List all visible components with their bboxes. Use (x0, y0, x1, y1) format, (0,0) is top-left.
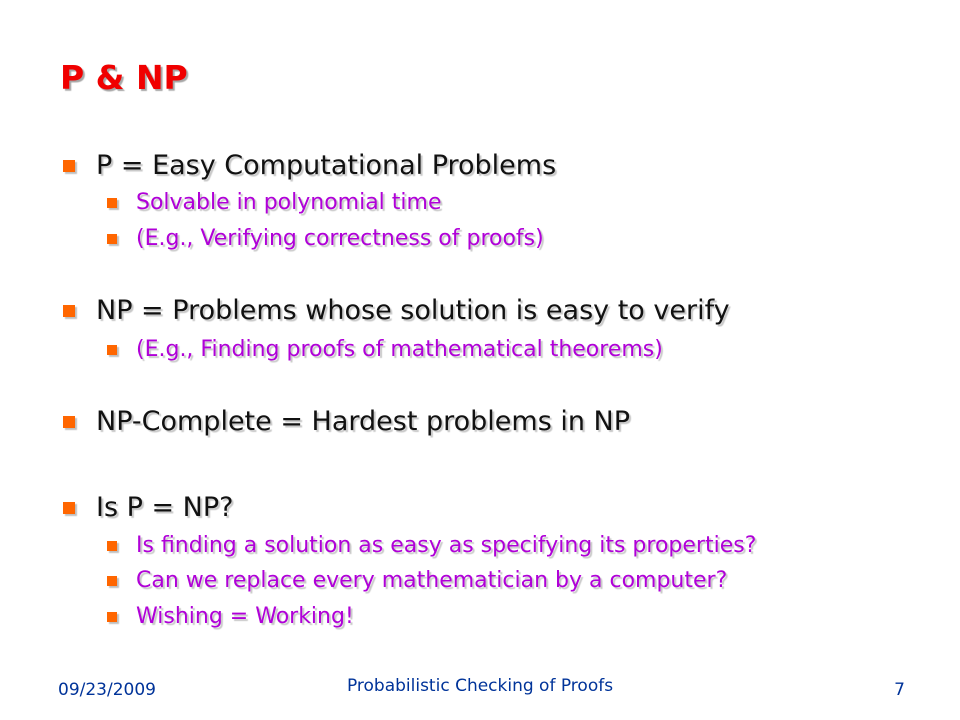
sub-bullet-text: Is finding a solution as easy as specifying its properties? (136, 533, 757, 558)
sub-bullet-text: Wishing = Working! (136, 604, 354, 629)
bullet-text: P = Easy Computational Problems (96, 150, 557, 181)
sub-bullet-item (0, 533, 756, 558)
sub-bullet-item (0, 568, 727, 593)
bullet-text: NP = Problems whose solution is easy to verify (96, 295, 730, 326)
sub-bullet-item (0, 337, 663, 362)
sub-bullet-text: (E.g., Verifying correctness of proofs) (136, 226, 544, 251)
square-bullet-icon (107, 198, 117, 208)
square-bullet-icon (63, 502, 75, 514)
bullet-item (0, 492, 234, 523)
slide-title: P & NP (60, 58, 188, 97)
footer-title: Probabilistic Checking of Proofs (346, 676, 614, 696)
sub-bullet-text: (E.g., Finding proofs of mathematical theorems) (136, 337, 663, 362)
square-bullet-icon (63, 416, 75, 428)
square-bullet-icon (63, 305, 75, 317)
square-bullet-icon (107, 234, 117, 244)
footer-date: 09/23/2009 (58, 680, 156, 700)
square-bullet-icon (107, 345, 117, 355)
sub-bullet-item (0, 190, 442, 215)
bullet-text: NP-Complete = Hardest problems in NP (96, 406, 631, 437)
sub-bullet-item (0, 226, 544, 251)
sub-bullet-text: Can we replace every mathematician by a computer? (136, 568, 728, 593)
square-bullet-icon (107, 541, 117, 551)
bullet-text: Is P = NP? (96, 492, 234, 523)
sub-bullet-item (0, 604, 354, 629)
square-bullet-icon (107, 576, 117, 586)
bullet-item (0, 150, 556, 181)
footer-page-number: 7 (894, 680, 905, 700)
bullet-item (0, 406, 630, 437)
bullet-item (0, 295, 730, 326)
sub-bullet-text: Solvable in polynomial time (136, 190, 442, 215)
square-bullet-icon (107, 612, 117, 622)
square-bullet-icon (63, 160, 75, 172)
